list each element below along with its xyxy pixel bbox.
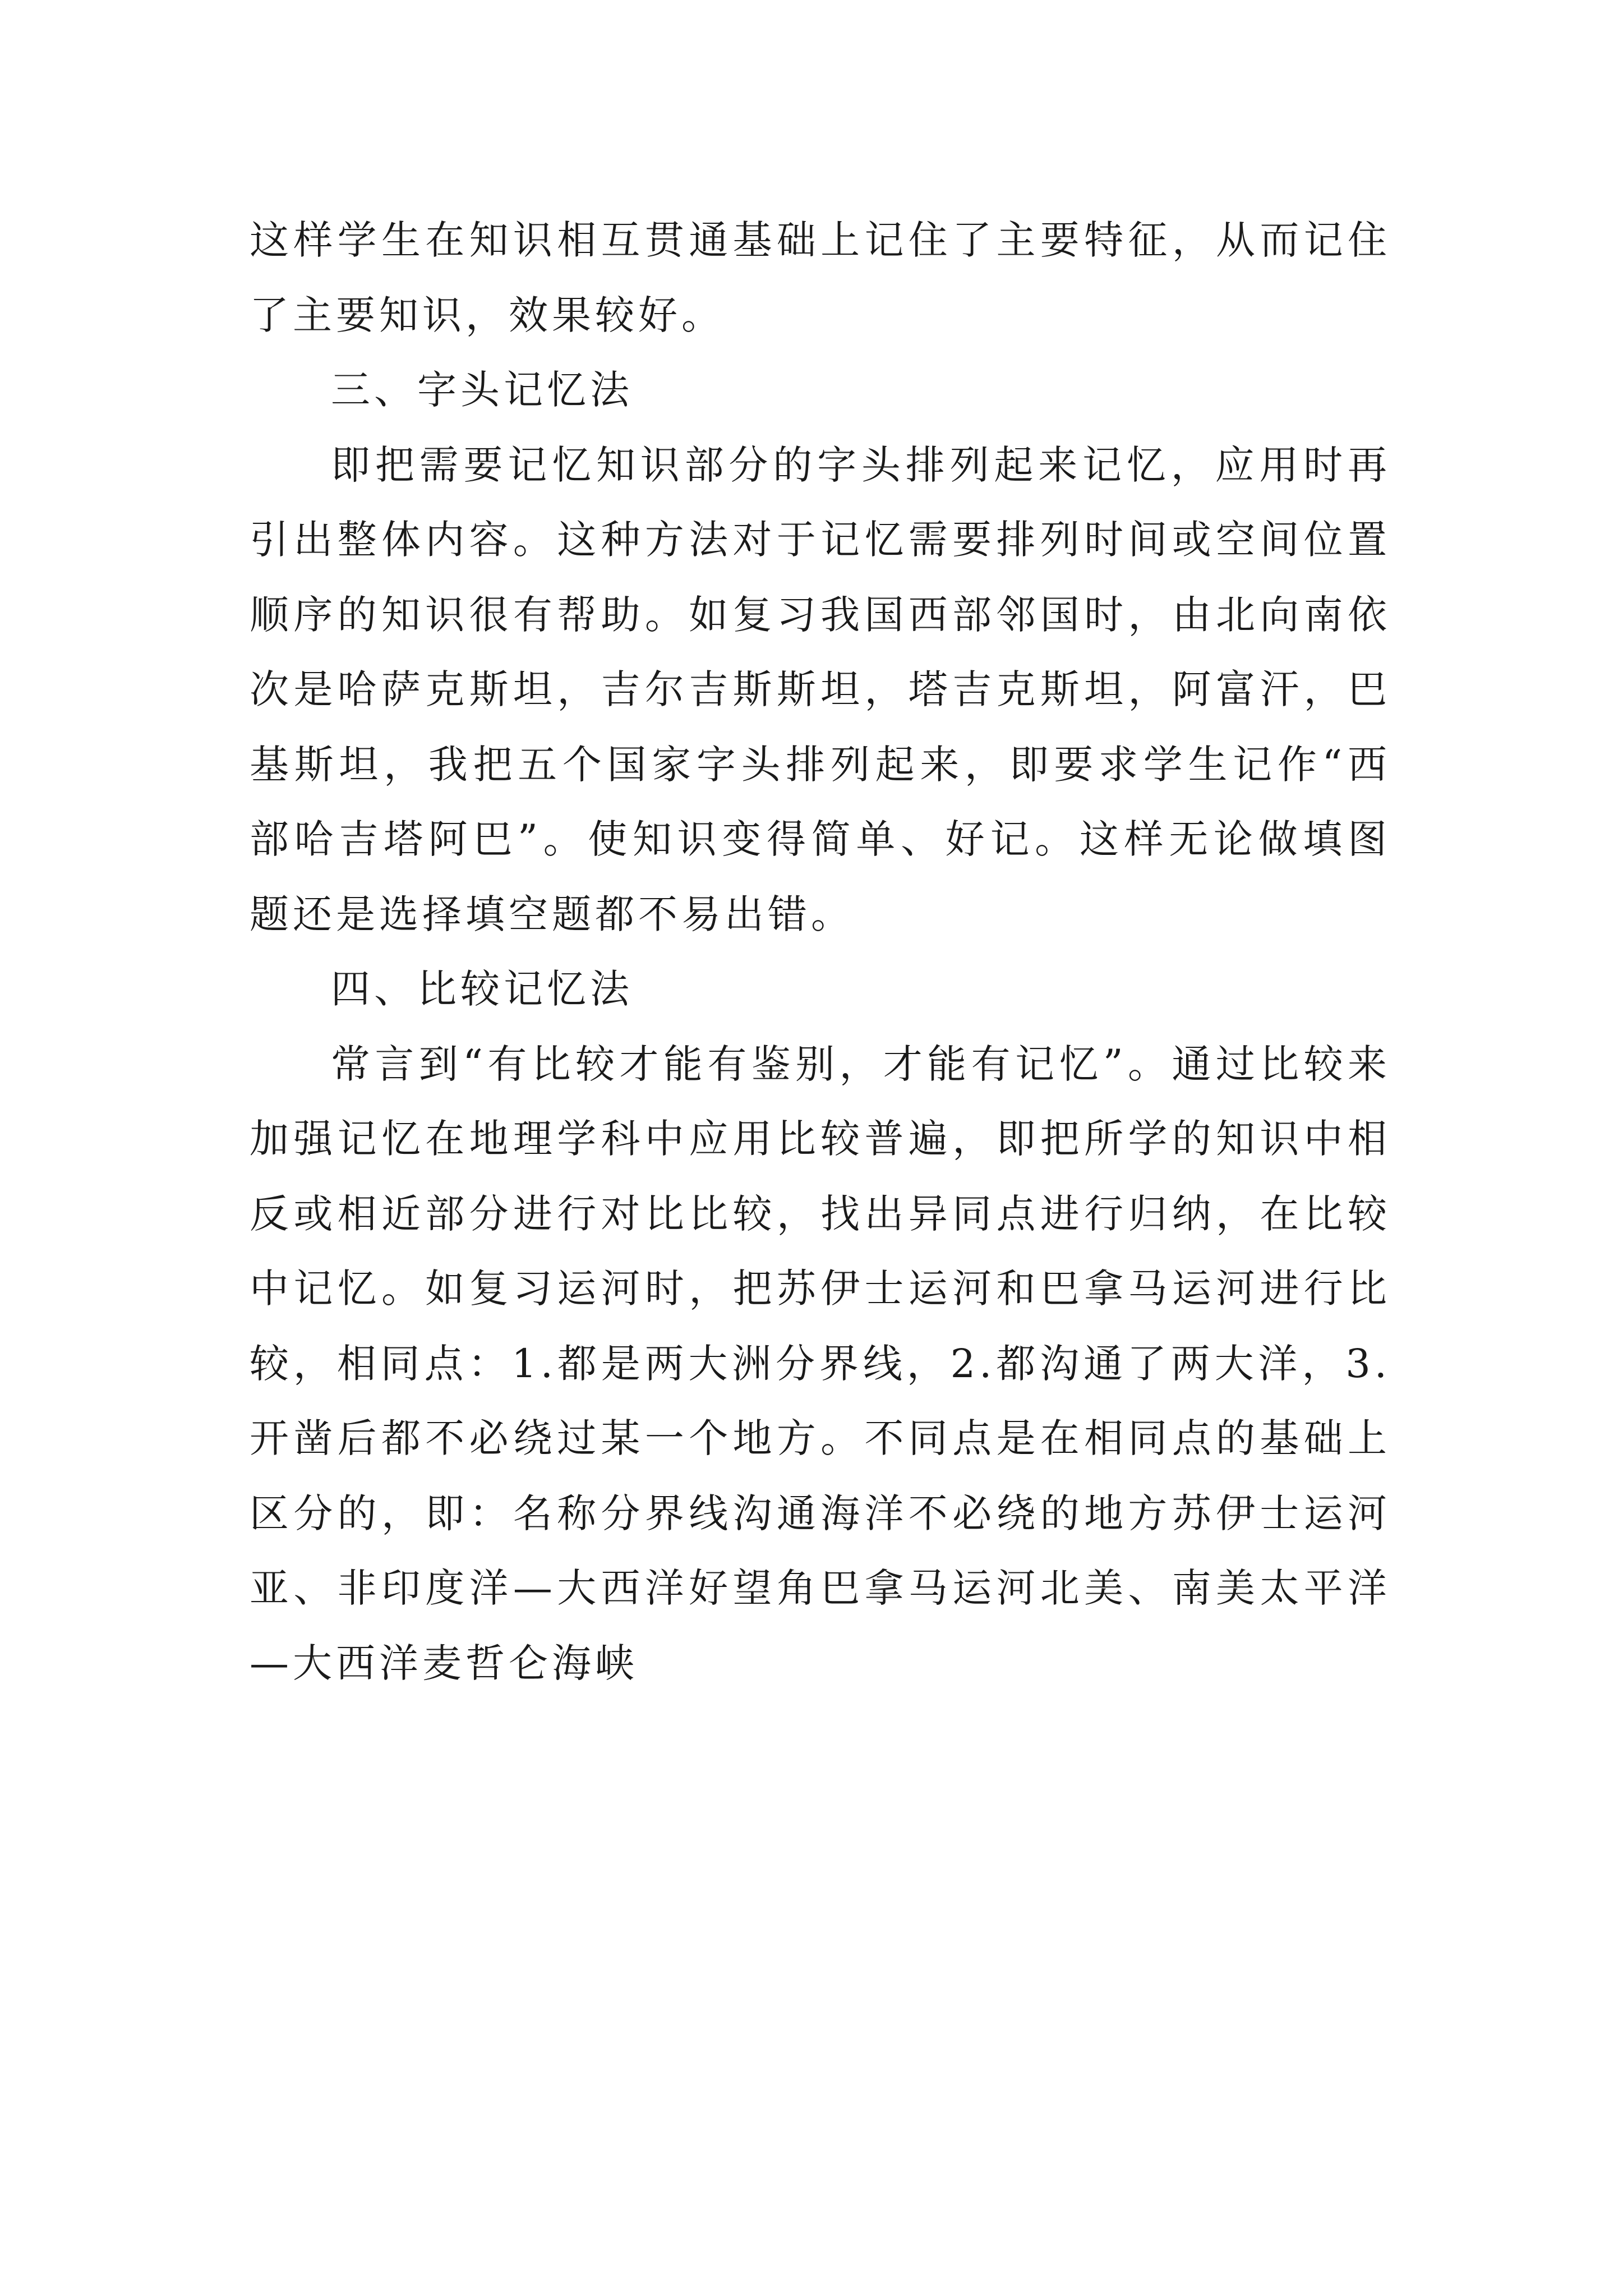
section-heading-comparison-memory: 四、比较记忆法 bbox=[331, 966, 633, 1012]
section-heading-acronym-memory: 三、字头记忆法 bbox=[331, 367, 633, 413]
paragraph-acronym-memory: 即把需要记忆知识部分的字头排列起来记忆，应用时再引出整体内容。这种方法对于记忆需要排列时间或空间位置顺序的知识很有帮助。如复习我国西部邻国时，由北向南依次是哈萨克斯坦，吉尔吉斯斯坦，塔吉克斯坦，阿富汗，巴基斯坦，我把五个国家字头排列起来，即要求学生记作“西部哈吉塔阿巴”。使知识变得简单、好记。这样无论做填图题还是选择填空题都不易出错。 bbox=[250, 441, 1391, 937]
document-body bbox=[250, 203, 1391, 1701]
paragraph-comparison-memory: 常言到“有比较才能有鉴别，才能有记忆”。通过比较来加强记忆在地理学科中应用比较普遍，即把所学的知识中相反或相近部分进行对比比较，找出异同点进行归纳，在比较中记忆。如复习运河时，把苏伊士运河和巴拿马运河进行比较，相同点：1.都是两大洲分界线，2.都沟通了两大洋，3.开凿后都不必绕过某一个地方。不同点是在相同点的基础上区分的，即：名称分界线沟通海洋不必绕的地方苏伊士运河亚、非印度洋—大西洋好望角巴拿马运河北美、南美太平洋—大西洋麦哲仑海峡 bbox=[250, 1041, 1391, 1686]
paragraph-continuation: 这样学生在知识相互贯通基础上记住了主要特征，从而记住了主要知识，效果较好。 bbox=[250, 217, 1391, 338]
